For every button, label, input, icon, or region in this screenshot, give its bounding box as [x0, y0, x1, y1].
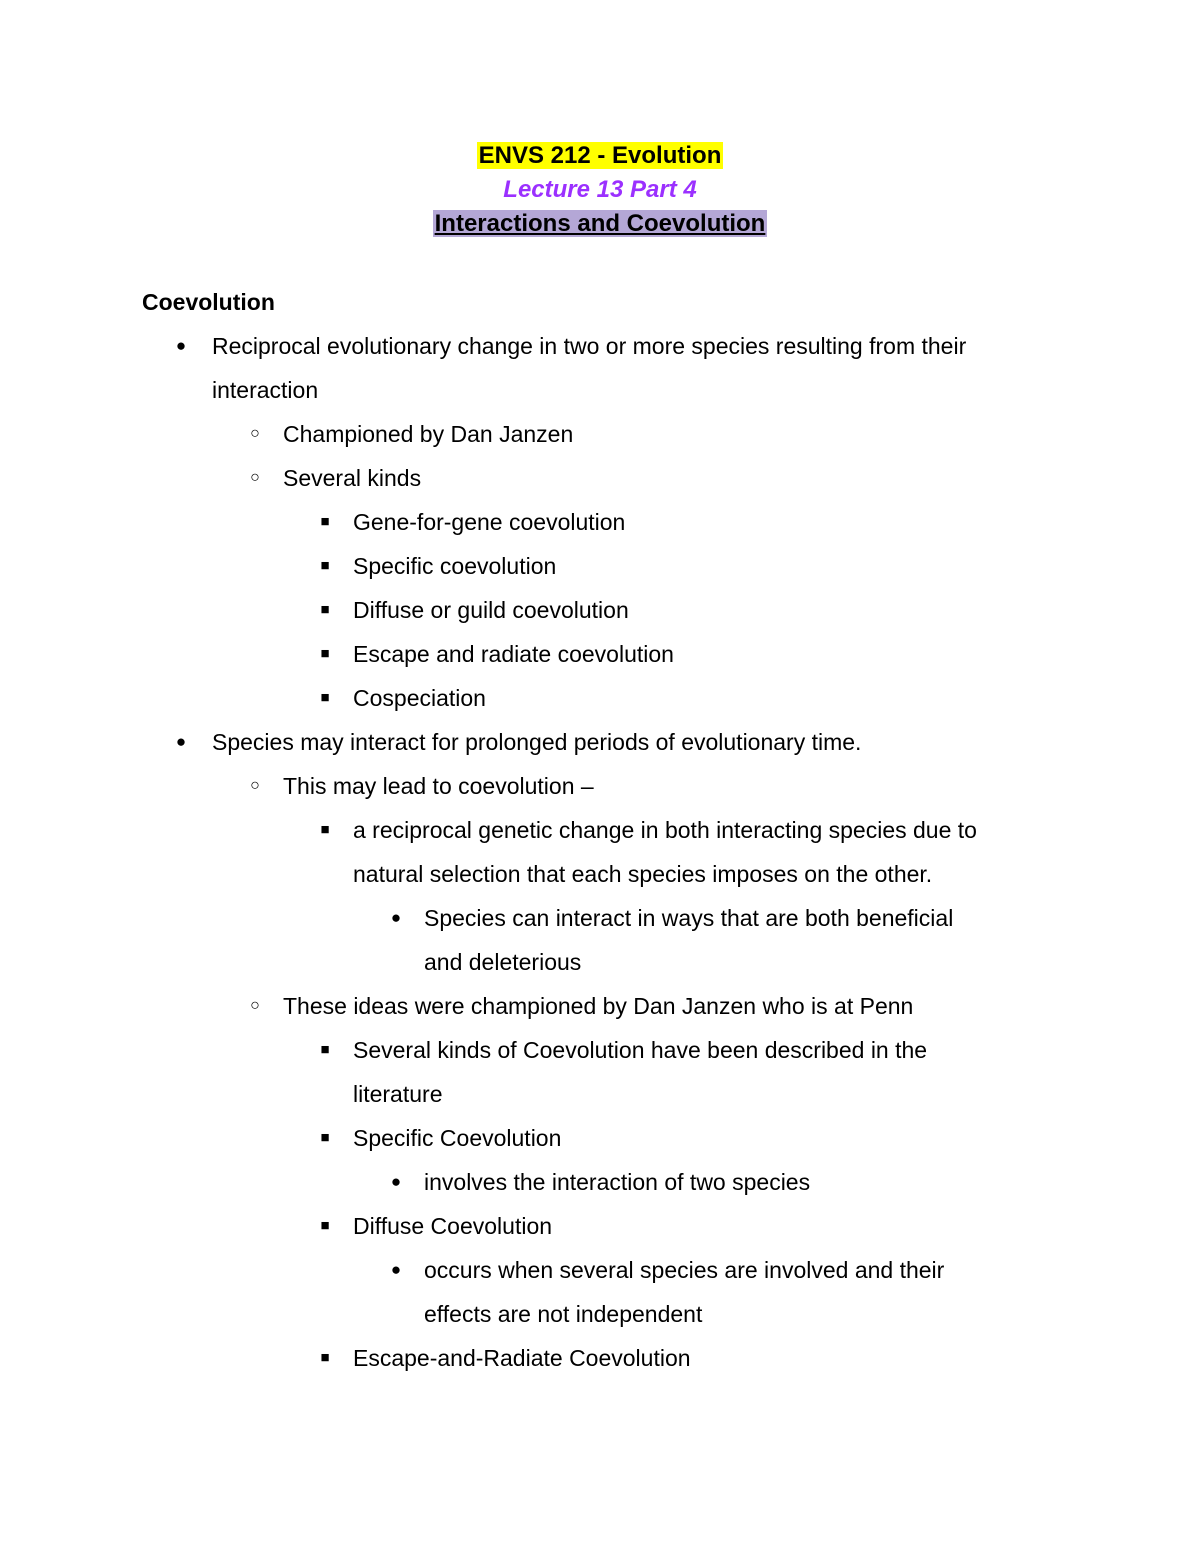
square-bullet-icon: ■ [320, 601, 330, 618]
circle-bullet-icon: ○ [250, 777, 260, 794]
list-item: Gene-for-gene coevolution [353, 509, 626, 535]
list-item: Diffuse or guild coevolution [353, 597, 629, 623]
list-item: This may lead to coevolution – [283, 773, 594, 799]
list-item: effects are not independent [424, 1301, 703, 1327]
square-bullet-icon: ■ [320, 645, 330, 662]
list-item: Species may interact for prolonged periods of evolutionary time. [212, 729, 862, 755]
circle-bullet-icon: ○ [250, 469, 260, 486]
square-bullet-icon: ■ [320, 1349, 330, 1366]
square-bullet-icon: ■ [320, 1129, 330, 1146]
list-item: Championed by Dan Janzen [283, 421, 574, 447]
section-heading: Coevolution [142, 289, 275, 315]
list-item: Escape-and-Radiate Coevolution [353, 1345, 691, 1371]
list-item: occurs when several species are involved and their [424, 1257, 945, 1283]
course-title-text: ENVS 212 - Evolution [478, 142, 722, 169]
list-item: Reciprocal evolutionary change in two or more species resulting from their [212, 333, 967, 359]
square-bullet-icon: ■ [320, 689, 330, 706]
disc-bullet-icon: ● [175, 732, 187, 751]
course-title [0, 141, 1200, 171]
list-item: Diffuse Coevolution [353, 1213, 553, 1239]
list-item: Escape and radiate coevolution [353, 641, 674, 667]
disc-bullet-icon: ● [390, 908, 402, 927]
list-item: Several kinds [283, 465, 422, 491]
square-bullet-icon: ■ [320, 513, 330, 530]
list-item: Specific Coevolution [353, 1125, 562, 1151]
lecture-subtitle-text: Lecture 13 Part 4 [503, 176, 697, 203]
square-bullet-icon: ■ [320, 1041, 330, 1058]
list-item: Cospeciation [353, 685, 486, 711]
square-bullet-icon: ■ [320, 821, 330, 838]
circle-bullet-icon: ○ [250, 425, 260, 442]
list-item: natural selection that each species imposes on the other. [353, 861, 933, 887]
list-item: a reciprocal genetic change in both interacting species due to [353, 817, 977, 843]
square-bullet-icon: ■ [320, 557, 330, 574]
list-item: involves the interaction of two species [424, 1169, 811, 1195]
topic-title-text: Interactions and Coevolution [434, 210, 766, 237]
list-item: literature [353, 1081, 443, 1107]
circle-bullet-icon: ○ [250, 997, 260, 1014]
topic-title [0, 209, 1200, 239]
disc-bullet-icon: ● [175, 336, 187, 355]
list-item: Several kinds of Coevolution have been described in the [353, 1037, 928, 1063]
list-item: and deleterious [424, 949, 582, 975]
list-item: Species can interact in ways that are both beneficial [424, 905, 954, 931]
disc-bullet-icon: ● [390, 1260, 402, 1279]
list-item: Specific coevolution [353, 553, 557, 579]
square-bullet-icon: ■ [320, 1217, 330, 1234]
disc-bullet-icon: ● [390, 1172, 402, 1191]
list-item: These ideas were championed by Dan Janzen who is at Penn [283, 993, 914, 1019]
lecture-subtitle [0, 175, 1200, 205]
list-item: interaction [212, 377, 319, 403]
